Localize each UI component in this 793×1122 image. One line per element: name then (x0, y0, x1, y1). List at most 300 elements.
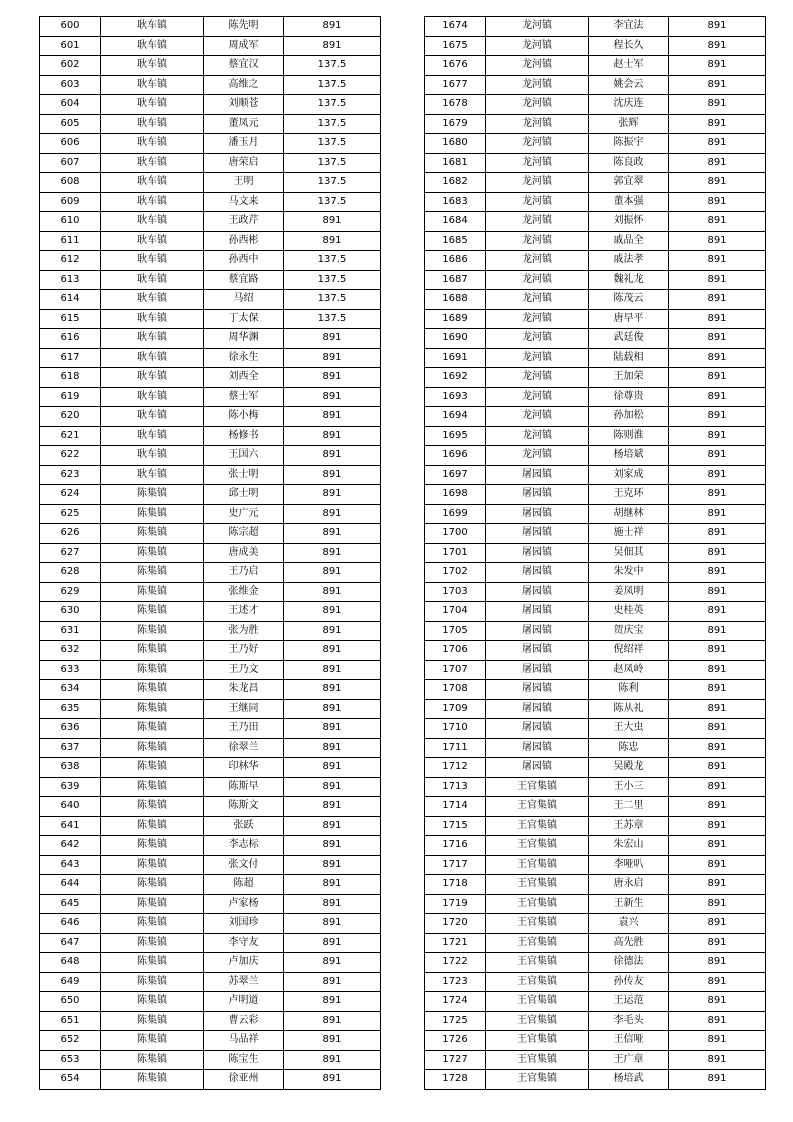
cell-name: 陈先明 (204, 17, 284, 37)
cell-name: 高维之 (204, 75, 284, 95)
cell-name: 马品祥 (204, 1031, 284, 1051)
cell-name: 姚会云 (589, 75, 669, 95)
cell-name: 王乃田 (204, 719, 284, 739)
cell-number: 608 (40, 173, 101, 193)
cell-number: 621 (40, 426, 101, 446)
cell-town: 龙河镇 (486, 75, 589, 95)
cell-number: 611 (40, 231, 101, 251)
cell-number: 1698 (425, 485, 486, 505)
cell-number: 636 (40, 719, 101, 739)
cell-amount: 891 (284, 1011, 381, 1031)
cell-number: 1700 (425, 524, 486, 544)
cell-number: 1716 (425, 836, 486, 856)
cell-number: 649 (40, 972, 101, 992)
cell-amount: 137.5 (284, 251, 381, 271)
cell-amount: 891 (669, 309, 766, 329)
cell-town: 耿车镇 (101, 56, 204, 76)
cell-amount: 891 (669, 212, 766, 232)
table-row (40, 855, 381, 875)
cell-name: 杨培斌 (589, 446, 669, 466)
cell-name: 陈良政 (589, 153, 669, 173)
cell-town: 龙河镇 (486, 231, 589, 251)
cell-town: 陈集镇 (101, 660, 204, 680)
cell-town: 陈集镇 (101, 621, 204, 641)
cell-name: 袁兴 (589, 914, 669, 934)
cell-town: 龙河镇 (486, 95, 589, 115)
cell-number: 629 (40, 582, 101, 602)
table-row (40, 641, 381, 661)
cell-number: 614 (40, 290, 101, 310)
cell-name: 陈茂云 (589, 290, 669, 310)
cell-number: 647 (40, 933, 101, 953)
cell-town: 龙河镇 (486, 329, 589, 349)
cell-amount: 891 (669, 446, 766, 466)
table-row (425, 446, 766, 466)
cell-town: 王官集镇 (486, 953, 589, 973)
table-row (40, 1031, 381, 1051)
cell-town: 屠园镇 (486, 660, 589, 680)
table-row (40, 1050, 381, 1070)
cell-number: 1708 (425, 680, 486, 700)
cell-town: 王官集镇 (486, 992, 589, 1012)
cell-number: 639 (40, 777, 101, 797)
table-row (40, 270, 381, 290)
cell-town: 陈集镇 (101, 543, 204, 563)
table-row (425, 816, 766, 836)
cell-name: 潘玉月 (204, 134, 284, 154)
cell-number: 630 (40, 602, 101, 622)
cell-name: 沈庆连 (589, 95, 669, 115)
cell-amount: 891 (669, 368, 766, 388)
cell-amount: 891 (669, 75, 766, 95)
cell-number: 606 (40, 134, 101, 154)
cell-amount: 891 (669, 270, 766, 290)
table-row (40, 972, 381, 992)
cell-amount: 891 (669, 699, 766, 719)
cell-town: 王官集镇 (486, 816, 589, 836)
cell-amount: 891 (284, 387, 381, 407)
cell-town: 耿车镇 (101, 329, 204, 349)
table-row (40, 212, 381, 232)
cell-number: 623 (40, 465, 101, 485)
cell-amount: 891 (669, 641, 766, 661)
table-row (425, 231, 766, 251)
cell-number: 1712 (425, 758, 486, 778)
cell-number: 1703 (425, 582, 486, 602)
table-row (40, 758, 381, 778)
cell-number: 1683 (425, 192, 486, 212)
cell-name: 吴殿龙 (589, 758, 669, 778)
cell-town: 陈集镇 (101, 1031, 204, 1051)
cell-number: 618 (40, 368, 101, 388)
cell-name: 印林华 (204, 758, 284, 778)
cell-name: 李宜法 (589, 17, 669, 37)
cell-amount: 891 (284, 855, 381, 875)
cell-name: 朱龙昌 (204, 680, 284, 700)
cell-town: 屠园镇 (486, 621, 589, 641)
table-row (40, 348, 381, 368)
cell-number: 644 (40, 875, 101, 895)
cell-number: 634 (40, 680, 101, 700)
cell-town: 耿车镇 (101, 75, 204, 95)
cell-amount: 891 (669, 17, 766, 37)
cell-number: 1677 (425, 75, 486, 95)
cell-number: 1710 (425, 719, 486, 739)
cell-amount: 891 (284, 582, 381, 602)
cell-number: 1701 (425, 543, 486, 563)
cell-town: 王官集镇 (486, 1070, 589, 1090)
cell-amount: 891 (669, 134, 766, 154)
cell-name: 张跃 (204, 816, 284, 836)
cell-number: 625 (40, 504, 101, 524)
table-row (425, 621, 766, 641)
cell-amount: 891 (669, 563, 766, 583)
cell-amount: 891 (669, 1050, 766, 1070)
table-row (425, 114, 766, 134)
cell-amount: 137.5 (284, 290, 381, 310)
cell-town: 龙河镇 (486, 153, 589, 173)
cell-amount: 137.5 (284, 114, 381, 134)
cell-number: 1715 (425, 816, 486, 836)
cell-number: 612 (40, 251, 101, 271)
cell-amount: 891 (669, 992, 766, 1012)
cell-amount: 137.5 (284, 153, 381, 173)
cell-amount: 891 (669, 836, 766, 856)
cell-amount: 891 (284, 641, 381, 661)
cell-name: 丁太保 (204, 309, 284, 329)
cell-amount: 891 (669, 816, 766, 836)
cell-town: 陈集镇 (101, 699, 204, 719)
cell-amount: 891 (669, 1031, 766, 1051)
cell-amount: 891 (669, 348, 766, 368)
cell-amount: 891 (284, 524, 381, 544)
cell-name: 卢家杨 (204, 894, 284, 914)
cell-town: 龙河镇 (486, 426, 589, 446)
table-row (40, 446, 381, 466)
cell-town: 陈集镇 (101, 875, 204, 895)
cell-amount: 891 (284, 329, 381, 349)
table-row (40, 738, 381, 758)
cell-name: 陈斯早 (204, 777, 284, 797)
table-row (40, 504, 381, 524)
cell-amount: 891 (284, 719, 381, 739)
cell-name: 王国六 (204, 446, 284, 466)
cell-number: 1723 (425, 972, 486, 992)
cell-town: 耿车镇 (101, 309, 204, 329)
table-row (425, 933, 766, 953)
cell-amount: 137.5 (284, 75, 381, 95)
cell-name: 陈斯文 (204, 797, 284, 817)
table-row (40, 75, 381, 95)
cell-name: 马文来 (204, 192, 284, 212)
cell-number: 1681 (425, 153, 486, 173)
cell-town: 耿车镇 (101, 270, 204, 290)
cell-town: 陈集镇 (101, 816, 204, 836)
table-row (425, 270, 766, 290)
cell-number: 1680 (425, 134, 486, 154)
cell-number: 1719 (425, 894, 486, 914)
cell-amount: 891 (284, 1070, 381, 1090)
cell-town: 陈集镇 (101, 836, 204, 856)
cell-number: 1684 (425, 212, 486, 232)
table-row (425, 875, 766, 895)
table-row (425, 75, 766, 95)
cell-name: 蔡宜汉 (204, 56, 284, 76)
cell-town: 耿车镇 (101, 95, 204, 115)
cell-name: 王大虫 (589, 719, 669, 739)
cell-number: 604 (40, 95, 101, 115)
cell-town: 屠园镇 (486, 543, 589, 563)
cell-number: 1709 (425, 699, 486, 719)
cell-amount: 891 (669, 582, 766, 602)
cell-town: 耿车镇 (101, 368, 204, 388)
cell-amount: 891 (669, 894, 766, 914)
cell-name: 杨培武 (589, 1070, 669, 1090)
table-row (40, 17, 381, 37)
cell-number: 631 (40, 621, 101, 641)
table-row (40, 485, 381, 505)
cell-amount: 891 (669, 738, 766, 758)
cell-amount: 891 (284, 875, 381, 895)
cell-number: 619 (40, 387, 101, 407)
cell-name: 史广元 (204, 504, 284, 524)
table-row (425, 972, 766, 992)
cell-number: 638 (40, 758, 101, 778)
cell-town: 陈集镇 (101, 797, 204, 817)
cell-town: 陈集镇 (101, 894, 204, 914)
cell-amount: 891 (284, 231, 381, 251)
cell-number: 1694 (425, 407, 486, 427)
cell-name: 王明 (204, 173, 284, 193)
cell-amount: 891 (669, 875, 766, 895)
table-row (425, 543, 766, 563)
cell-amount: 137.5 (284, 270, 381, 290)
table-row (425, 602, 766, 622)
cell-amount: 891 (284, 1031, 381, 1051)
left-table-body (40, 17, 381, 1090)
cell-amount: 891 (669, 251, 766, 271)
table-row (425, 485, 766, 505)
cell-amount: 891 (284, 777, 381, 797)
cell-town: 王官集镇 (486, 836, 589, 856)
cell-name: 卢明道 (204, 992, 284, 1012)
cell-amount: 137.5 (284, 95, 381, 115)
cell-name: 张维金 (204, 582, 284, 602)
cell-amount: 891 (284, 699, 381, 719)
cell-town: 耿车镇 (101, 212, 204, 232)
cell-amount: 891 (669, 56, 766, 76)
cell-name: 唐成美 (204, 543, 284, 563)
cell-town: 王官集镇 (486, 1011, 589, 1031)
cell-amount: 891 (669, 426, 766, 446)
table-row (425, 894, 766, 914)
cell-town: 龙河镇 (486, 309, 589, 329)
table-row (425, 855, 766, 875)
table-row (40, 914, 381, 934)
cell-amount: 891 (284, 36, 381, 56)
cell-town: 陈集镇 (101, 855, 204, 875)
cell-name: 王述才 (204, 602, 284, 622)
cell-name: 武廷俊 (589, 329, 669, 349)
cell-amount: 891 (669, 914, 766, 934)
table-row (40, 426, 381, 446)
cell-number: 640 (40, 797, 101, 817)
cell-town: 陈集镇 (101, 602, 204, 622)
cell-amount: 891 (669, 1011, 766, 1031)
cell-name: 蔡士军 (204, 387, 284, 407)
cell-town: 屠园镇 (486, 758, 589, 778)
cell-number: 648 (40, 953, 101, 973)
cell-town: 耿车镇 (101, 465, 204, 485)
cell-name: 王新生 (589, 894, 669, 914)
table-row (40, 524, 381, 544)
table-row (425, 251, 766, 271)
cell-town: 耿车镇 (101, 290, 204, 310)
cell-town: 耿车镇 (101, 426, 204, 446)
cell-name: 胡继林 (589, 504, 669, 524)
table-row (40, 699, 381, 719)
table-row (40, 309, 381, 329)
cell-amount: 891 (669, 290, 766, 310)
cell-name: 王运范 (589, 992, 669, 1012)
table-row (40, 543, 381, 563)
cell-name: 张文付 (204, 855, 284, 875)
cell-name: 徐翠兰 (204, 738, 284, 758)
cell-town: 陈集镇 (101, 758, 204, 778)
table-row (425, 992, 766, 1012)
cell-number: 1699 (425, 504, 486, 524)
cell-town: 王官集镇 (486, 1031, 589, 1051)
table-row (425, 348, 766, 368)
cell-amount: 891 (669, 407, 766, 427)
cell-name: 倪绍祥 (589, 641, 669, 661)
cell-town: 王官集镇 (486, 972, 589, 992)
cell-number: 628 (40, 563, 101, 583)
table-row (425, 1050, 766, 1070)
cell-number: 627 (40, 543, 101, 563)
right-table-body (425, 17, 766, 1090)
table-row (40, 329, 381, 349)
cell-name: 姜凤明 (589, 582, 669, 602)
cell-amount: 891 (284, 992, 381, 1012)
cell-amount: 891 (284, 212, 381, 232)
cell-name: 卢加庆 (204, 953, 284, 973)
cell-number: 1692 (425, 368, 486, 388)
cell-town: 陈集镇 (101, 953, 204, 973)
cell-town: 屠园镇 (486, 563, 589, 583)
cell-name: 徐永生 (204, 348, 284, 368)
cell-amount: 891 (284, 836, 381, 856)
cell-name: 邱士明 (204, 485, 284, 505)
table-row (425, 173, 766, 193)
cell-name: 孙西中 (204, 251, 284, 271)
cell-town: 屠园镇 (486, 719, 589, 739)
cell-amount: 891 (669, 465, 766, 485)
cell-town: 陈集镇 (101, 582, 204, 602)
cell-name: 王乃好 (204, 641, 284, 661)
cell-number: 635 (40, 699, 101, 719)
cell-amount: 891 (669, 543, 766, 563)
table-row (40, 56, 381, 76)
table-row (40, 563, 381, 583)
table-row (425, 563, 766, 583)
cell-name: 陈忠 (589, 738, 669, 758)
cell-number: 1706 (425, 641, 486, 661)
cell-number: 607 (40, 153, 101, 173)
cell-name: 张为胜 (204, 621, 284, 641)
cell-amount: 891 (669, 602, 766, 622)
cell-name: 唐早平 (589, 309, 669, 329)
table-row (425, 524, 766, 544)
right-table (424, 16, 766, 1090)
table-row (425, 738, 766, 758)
cell-name: 王苏章 (589, 816, 669, 836)
cell-name: 戚法孝 (589, 251, 669, 271)
cell-number: 1697 (425, 465, 486, 485)
cell-town: 陈集镇 (101, 1070, 204, 1090)
cell-town: 龙河镇 (486, 173, 589, 193)
cell-town: 耿车镇 (101, 348, 204, 368)
cell-amount: 891 (284, 465, 381, 485)
cell-amount: 137.5 (284, 309, 381, 329)
cell-amount: 137.5 (284, 192, 381, 212)
cell-town: 陈集镇 (101, 933, 204, 953)
cell-town: 陈集镇 (101, 563, 204, 583)
cell-number: 626 (40, 524, 101, 544)
cell-amount: 891 (669, 485, 766, 505)
cell-number: 645 (40, 894, 101, 914)
cell-number: 1678 (425, 95, 486, 115)
cell-name: 陆载相 (589, 348, 669, 368)
cell-name: 孙传友 (589, 972, 669, 992)
cell-amount: 891 (284, 914, 381, 934)
cell-name: 马绍 (204, 290, 284, 310)
cell-name: 李哑叭 (589, 855, 669, 875)
cell-name: 李守友 (204, 933, 284, 953)
table-row (425, 914, 766, 934)
cell-number: 601 (40, 36, 101, 56)
cell-town: 屠园镇 (486, 602, 589, 622)
cell-number: 600 (40, 17, 101, 37)
cell-name: 陈利 (589, 680, 669, 700)
table-row (425, 758, 766, 778)
table-row (425, 95, 766, 115)
table-row (40, 95, 381, 115)
cell-number: 1704 (425, 602, 486, 622)
cell-town: 屠园镇 (486, 504, 589, 524)
table-row (40, 153, 381, 173)
cell-town: 耿车镇 (101, 251, 204, 271)
cell-amount: 891 (669, 933, 766, 953)
cell-amount: 891 (669, 855, 766, 875)
cell-number: 1687 (425, 270, 486, 290)
table-row (40, 582, 381, 602)
cell-number: 643 (40, 855, 101, 875)
cell-number: 1724 (425, 992, 486, 1012)
cell-name: 徐德法 (589, 953, 669, 973)
cell-amount: 891 (284, 972, 381, 992)
table-row (40, 36, 381, 56)
table-row (425, 777, 766, 797)
cell-name: 王小三 (589, 777, 669, 797)
cell-amount: 891 (669, 153, 766, 173)
cell-town: 王官集镇 (486, 933, 589, 953)
cell-town: 耿车镇 (101, 36, 204, 56)
cell-town: 王官集镇 (486, 777, 589, 797)
cell-town: 龙河镇 (486, 56, 589, 76)
cell-town: 陈集镇 (101, 992, 204, 1012)
cell-town: 龙河镇 (486, 36, 589, 56)
